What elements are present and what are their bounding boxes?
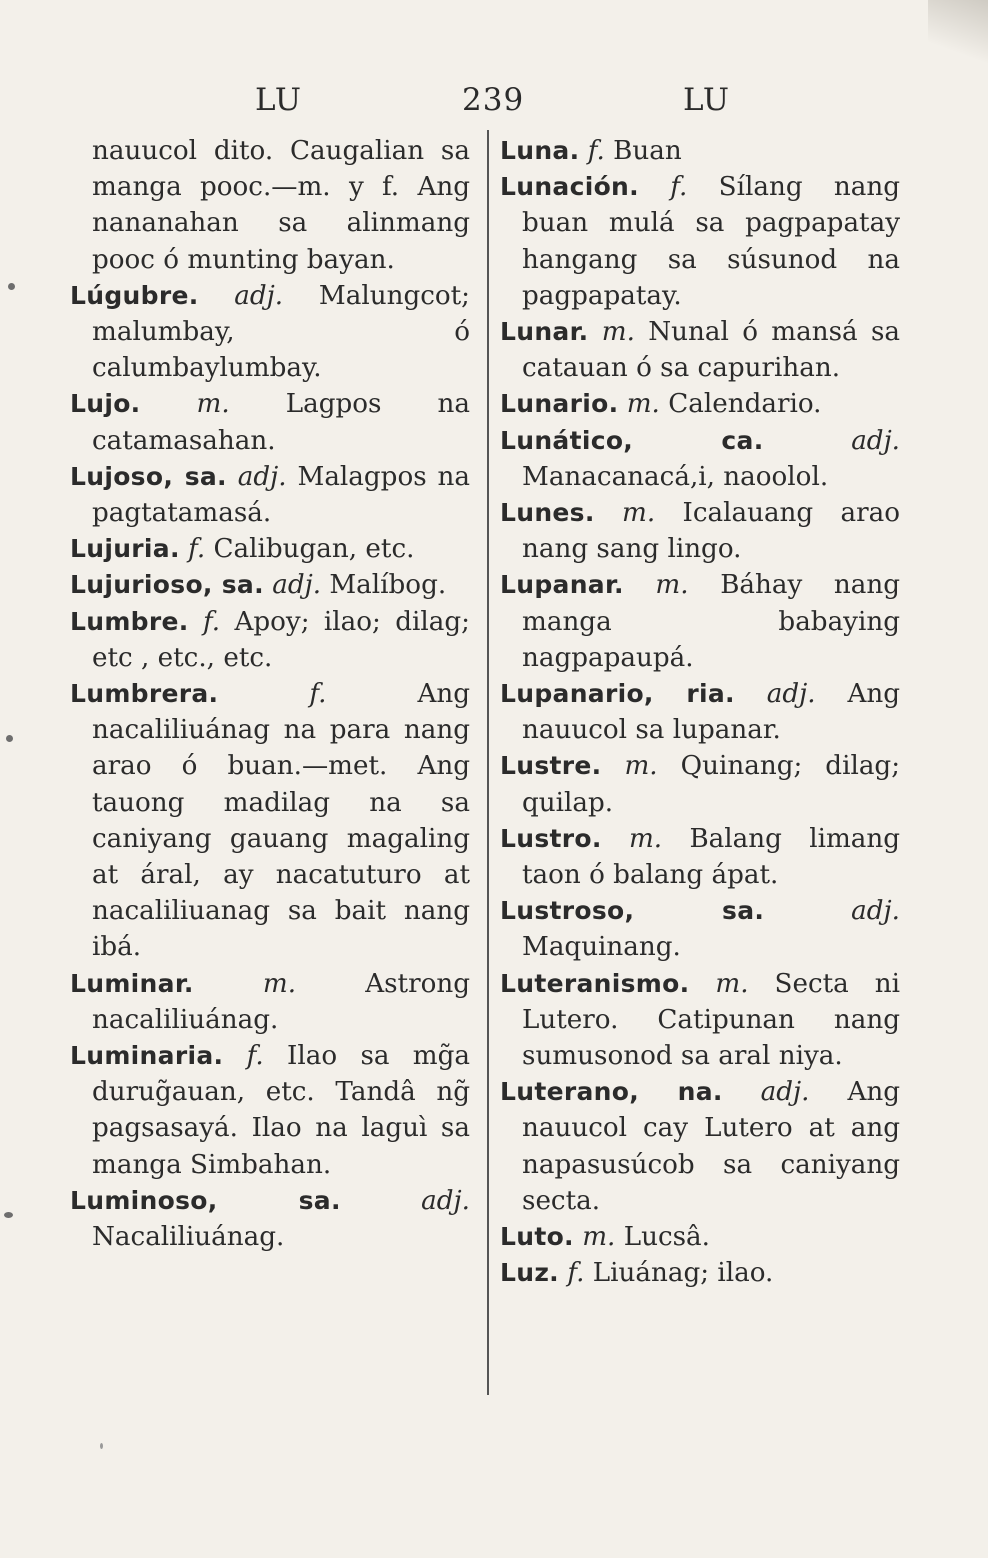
margin-speck [100, 1443, 103, 1449]
entry-headword: Lúgubre. [70, 280, 199, 310]
dictionary-entry [70, 133, 470, 278]
entry-part-of-speech: f. [188, 534, 206, 565]
entry-definition: Ang nauucol cay Lutero at ang napasusúcob sa caniyang secta. [522, 1077, 901, 1216]
entry-definition: Malíbog. [329, 570, 447, 601]
entry-part-of-speech: adj. [234, 280, 284, 311]
entry-definition: Ang nacaliliuánag na para nang arao ó buan.—met. Ang tauong madilag na sa caniyang gauang magaling at áral, ay nacatuturo at nacaliliuanag sa bait nang ibá. [92, 679, 470, 963]
entry-headword: Luna. [500, 136, 580, 165]
dictionary-entry [500, 1255, 900, 1291]
margin-speck [8, 283, 15, 290]
entry-part-of-speech: m. [601, 317, 635, 348]
entry-definition: Astrong nacaliliuánag. [92, 968, 470, 1035]
entry-part-of-speech: m. [626, 389, 660, 420]
entry-part-of-speech: adj. [272, 570, 322, 601]
page-corner-shadow [928, 0, 988, 70]
entry-headword: Luto. [500, 1222, 574, 1252]
entry-headword: Lunes. [500, 498, 595, 528]
entry-definition: Lucsâ. [623, 1222, 710, 1253]
entry-headword: Lujuria. [70, 534, 180, 564]
dictionary-entry [500, 821, 900, 893]
entry-part-of-speech: m. [196, 389, 230, 420]
entry-definition: Ilao sa mg̃a durug̃auan, etc. Tandâ ng̃ pagsasayá. Ilao na laguì sa manga Simbahan. [92, 1041, 471, 1180]
entry-definition: Secta ni Lutero. Catipunan nang sumusonod sa aral niya. [522, 968, 901, 1072]
entry-part-of-speech: m. [582, 1222, 616, 1253]
entry-part-of-speech: f. [246, 1041, 264, 1072]
running-head-left: LU [255, 82, 303, 118]
dictionary-entry [70, 1183, 470, 1255]
entry-definition: Buan [613, 136, 682, 166]
column-divider [487, 130, 489, 1395]
dictionary-entry [70, 604, 470, 676]
entry-definition: Calibugan, etc. [213, 534, 415, 565]
entry-definition: Lagpos na catamasahan. [92, 389, 471, 456]
dictionary-entry [500, 169, 900, 314]
entry-definition: Calendario. [668, 389, 822, 420]
entry-definition: Ang nauucol sa lupanar. [522, 679, 901, 746]
entry-part-of-speech: adj. [421, 1185, 470, 1216]
dictionary-entry [70, 676, 470, 966]
entry-part-of-speech: adj. [237, 461, 287, 492]
dictionary-entry [70, 966, 470, 1038]
entry-headword: Lujoso, sa. [70, 461, 227, 491]
entry-headword: Lunático, ca. [500, 425, 764, 455]
entry-part-of-speech: f. [567, 1258, 585, 1289]
entry-headword: Lujurioso, sa. [70, 570, 264, 600]
entry-headword: Lustro. [500, 823, 602, 853]
entry-definition: Liuánag; ilao. [592, 1258, 774, 1289]
entry-headword: Luz. [500, 1258, 559, 1288]
dictionary-entry [500, 1074, 900, 1219]
entry-definition: Sílang nang buan mulá sa pagpapatay hangang sa súsunod na pagpapatay. [522, 172, 900, 311]
entry-headword: Lumbrera. [70, 679, 219, 709]
entry-headword: Lumbre. [70, 606, 189, 636]
dictionary-entry [500, 495, 900, 567]
entry-part-of-speech: f. [202, 606, 221, 637]
entry-part-of-speech: adj. [851, 896, 900, 927]
entry-part-of-speech: m. [262, 968, 297, 999]
entry-headword: Lunación. [500, 172, 639, 202]
entry-definition: Nacaliliuánag. [92, 1222, 285, 1253]
entry-headword: Lunario. [500, 389, 619, 419]
entry-headword: Luterano, na. [500, 1077, 723, 1107]
margin-speck [6, 735, 13, 742]
margin-speck [4, 1212, 13, 1218]
dictionary-entry [70, 386, 470, 458]
entry-definition: Icalauang arao nang sang lingo. [522, 498, 901, 565]
entry-headword: Lustre. [500, 751, 602, 781]
dictionary-entry [500, 676, 900, 748]
dictionary-entry [500, 314, 900, 386]
entry-definition: Quinang; dilag; quilap. [522, 751, 901, 818]
entry-definition: Balang limang taon ó balang ápat. [522, 823, 901, 891]
entry-definition: Manacanacá,i, naoolol. [522, 461, 829, 492]
entry-part-of-speech: f. [309, 679, 327, 710]
entry-definition: Malungcot; malumbay, ó calumbaylumbay. [92, 280, 470, 384]
entry-part-of-speech: adj. [851, 425, 901, 456]
dictionary-entry [500, 386, 900, 422]
dictionary-entry [500, 567, 900, 676]
dictionary-entry [70, 1038, 470, 1183]
entry-headword: Lujo. [70, 389, 141, 419]
dictionary-entry [500, 893, 900, 965]
entry-part-of-speech: f. [587, 136, 605, 166]
entry-part-of-speech: m. [655, 570, 689, 601]
entry-part-of-speech: m. [628, 823, 663, 854]
dictionary-entry [70, 459, 470, 531]
entry-headword: Lunar. [500, 317, 589, 347]
page-number: 239 [462, 82, 525, 118]
dictionary-entry [70, 278, 470, 387]
entry-headword: Lupanario, ria. [500, 679, 735, 709]
entry-headword: Lupanar. [500, 570, 624, 600]
entry-headword: Lustroso, sa. [500, 896, 765, 926]
dictionary-entry [500, 748, 900, 820]
dictionary-entry [500, 423, 900, 495]
dictionary-entry [500, 133, 900, 169]
entry-part-of-speech: adj. [760, 1077, 810, 1108]
entry-headword: Luminoso, sa. [70, 1185, 341, 1215]
entry-headword: Luminaria. [70, 1041, 224, 1071]
entry-definition: Nunal ó mansá sa catauan ó sa capurihan. [522, 317, 900, 384]
entry-definition: Báhay nang manga babaying nagpapaupá. [522, 570, 901, 673]
entry-part-of-speech: m. [624, 751, 658, 782]
running-head [0, 82, 988, 122]
entry-headword: Luminar. [70, 968, 194, 998]
entry-part-of-speech: m. [621, 498, 656, 529]
entry-part-of-speech: f. [670, 172, 688, 203]
entry-headword: Luteranismo. [500, 968, 690, 998]
dictionary-entry [70, 531, 470, 567]
entry-part-of-speech: adj. [766, 679, 816, 710]
dictionary-entry [70, 567, 470, 603]
running-head-right: LU [683, 82, 731, 118]
entry-definition: nauucol dito. Caugalian sa manga pooc.—m. y f. Ang nananahan sa alinmang pooc ó munting bayan. [92, 136, 470, 275]
entry-definition: Maquinang. [522, 932, 681, 963]
right-column [500, 133, 900, 1292]
entry-definition: Malagpos na pagtatamasá. [92, 461, 471, 529]
dictionary-entry [500, 1219, 900, 1255]
entry-definition: Apoy; ilao; dilag; etc , etc., etc. [92, 606, 470, 673]
dictionary-entry [500, 966, 900, 1075]
left-column [70, 133, 470, 1255]
entry-part-of-speech: m. [715, 968, 749, 999]
